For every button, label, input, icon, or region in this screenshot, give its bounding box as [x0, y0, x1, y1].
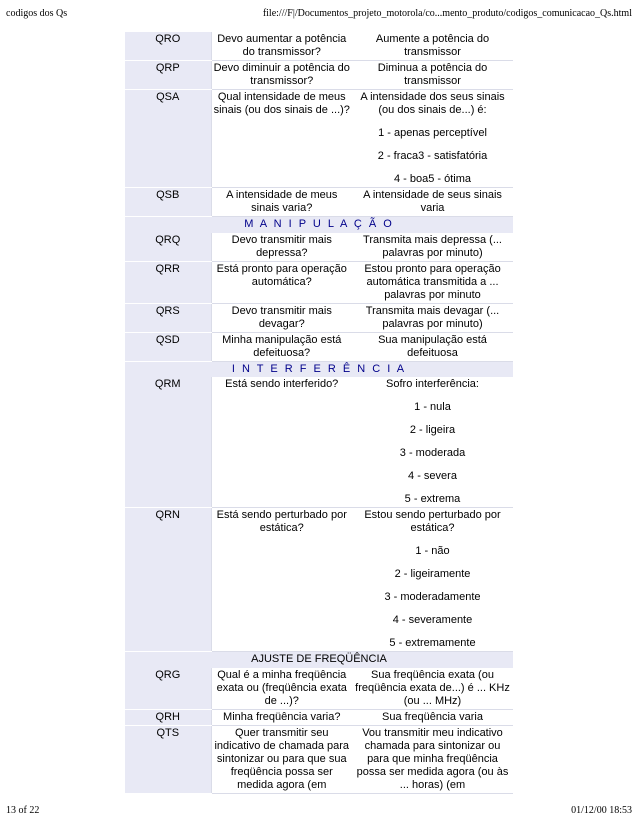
answer-line: 2 - fraca3 - satisfatória: [377, 150, 488, 162]
section-title: M A N I P U L A Ç Ã O: [125, 217, 513, 233]
section-title: I N T E R F E R Ê N C I A: [125, 361, 513, 377]
answer-line: 3 - moderadamente: [384, 591, 481, 603]
section-header: [125, 217, 513, 233]
q-answer: [352, 90, 513, 188]
answer-line: Sua freqüência varia: [382, 710, 483, 723]
answer-line: 4 - severamente: [392, 614, 473, 626]
table-row: [125, 303, 513, 332]
answer-line: 2 - ligeira: [409, 424, 456, 436]
q-question: Qual é a minha freqüência exata ou (freqüência exata de ...)?: [211, 668, 352, 710]
q-question: Quer transmitir seu indicativo de chamada para sintonizar ou para que sua freqüência possa ser medida agora (em: [211, 725, 352, 793]
answer-line: Estou sendo perturbado por estática?: [364, 509, 501, 534]
q-answer: [352, 377, 513, 508]
table-row: [125, 32, 513, 61]
section-header: [125, 361, 513, 377]
table-row: [125, 261, 513, 303]
q-code: QRH: [125, 709, 211, 725]
table-row: [125, 61, 513, 90]
answer-line: 5 - extrema: [404, 493, 461, 505]
q-answer: [352, 61, 513, 90]
section-header: [125, 652, 513, 668]
q-code: QRR: [125, 261, 211, 303]
answer-line: Sua manipulação está defeituosa: [378, 333, 487, 359]
header-title: codigos dos Qs: [6, 8, 68, 19]
q-code: QRN: [125, 508, 211, 652]
q-answer: [352, 508, 513, 652]
answer-line: 1 - não: [415, 545, 450, 557]
table-row: [125, 90, 513, 188]
q-question: Devo diminuir a potência do transmissor?: [211, 61, 352, 90]
q-codes-table-body: [125, 32, 513, 793]
q-answer: [352, 709, 513, 725]
answer-line: Sofro interferência:: [386, 378, 479, 390]
table-row: [125, 668, 513, 710]
answer-line: 4 - boa5 - ótima: [393, 173, 472, 185]
q-answer: [352, 233, 513, 262]
q-code: QTS: [125, 725, 211, 793]
answer-line: Diminua a potência do transmissor: [377, 62, 488, 87]
q-code: QRQ: [125, 233, 211, 262]
q-question: Devo transmitir mais devagar?: [211, 303, 352, 332]
header-file-path: file:///F|/Documentos_projeto_motorola/co...mento_produto/codigos_comunicacao_Qs.html: [262, 8, 632, 19]
q-question: Devo aumentar a potência do transmissor?: [211, 32, 352, 61]
table-row: [125, 709, 513, 725]
answer-line: 4 - severa: [408, 470, 457, 482]
answer-line: Estou pronto para operação automática transmitida a ... palavras por minuto: [364, 262, 501, 301]
table-row: [125, 332, 513, 361]
print-timestamp: 01/12/00 18:53: [571, 805, 632, 816]
answer-line: 3 - moderada: [399, 447, 466, 459]
table-row: [125, 725, 513, 793]
answer-line: Sua freqüência exata (ou freqüência exata de...) é ... KHz (ou ... MHz): [355, 668, 510, 707]
table-row: [125, 233, 513, 262]
answer-line: 2 - ligeiramente: [394, 568, 471, 580]
q-question: Minha manipulação está defeituosa?: [211, 332, 352, 361]
answer-line: A intensidade dos seus sinais (ou dos sinais de...) é:: [360, 91, 505, 116]
answer-line: Transmita mais devagar (... palavras por minuto): [365, 304, 500, 330]
section-title: AJUSTE DE FREQÜÊNCIA: [125, 652, 513, 668]
q-code: QSA: [125, 90, 211, 188]
q-answer: [352, 725, 513, 793]
q-code: QRG: [125, 668, 211, 710]
q-question: Está sendo interferido?: [211, 377, 352, 508]
answer-line: Transmita mais depressa (... palavras por minuto): [363, 233, 502, 259]
answer-line: Aumente a potência do transmissor: [375, 33, 490, 58]
q-codes-table: [125, 32, 513, 794]
q-answer: [352, 668, 513, 710]
answer-line: Vou transmitir meu indicativo chamada para sintonizar ou para que minha freqüência possa ser medida agora (ou às ... horas) (em: [356, 726, 509, 791]
answer-line: 1 - nula: [414, 401, 451, 413]
document-viewport: [125, 33, 513, 791]
answer-line: A intensidade de seus sinais varia: [363, 189, 502, 214]
q-code: QRS: [125, 303, 211, 332]
table-row: [125, 377, 513, 508]
q-code: QRP: [125, 61, 211, 90]
q-answer: [352, 261, 513, 303]
q-question: Está sendo perturbado por estática?: [211, 508, 352, 652]
q-code: QSB: [125, 188, 211, 217]
q-answer: [352, 188, 513, 217]
q-question: Qual intensidade de meus sinais (ou dos sinais de ...)?: [211, 90, 352, 188]
q-code: QRM: [125, 377, 211, 508]
q-answer: [352, 32, 513, 61]
table-row: [125, 508, 513, 652]
answer-line: 1 - apenas perceptível: [378, 127, 487, 139]
answer-line: 5 - extremamente: [389, 637, 476, 649]
q-code: QRO: [125, 32, 211, 61]
q-question: Minha freqüência varia?: [211, 709, 352, 725]
q-question: Está pronto para operação automática?: [211, 261, 352, 303]
page-footer: [0, 805, 638, 819]
q-question: A intensidade de meus sinais varia?: [211, 188, 352, 217]
page-counter: 13 of 22: [6, 805, 40, 816]
q-answer: [352, 332, 513, 361]
q-answer: [352, 303, 513, 332]
q-code: QSD: [125, 332, 211, 361]
q-question: Devo transmitir mais depressa?: [211, 233, 352, 262]
page-header: [0, 8, 638, 22]
table-row: [125, 188, 513, 217]
